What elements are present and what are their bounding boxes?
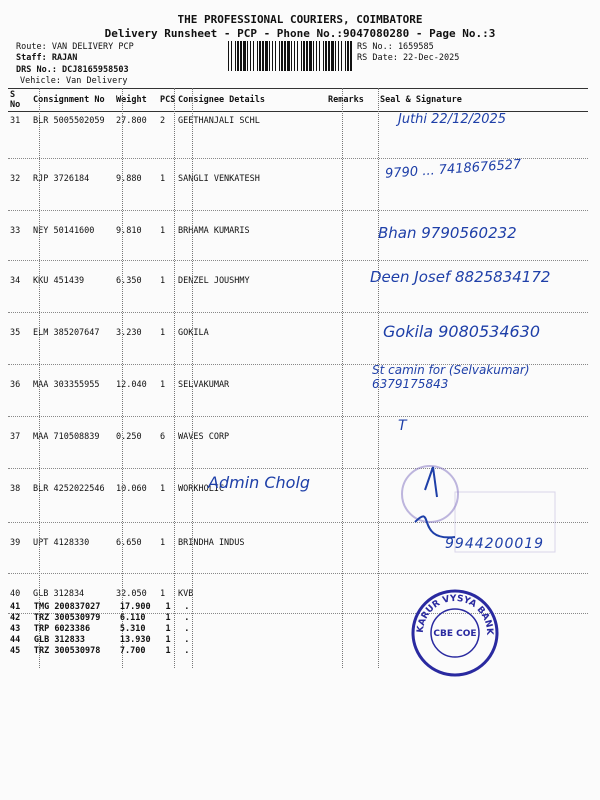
table-row [8,170,588,222]
cell-weight: 12.040 [116,379,147,390]
table-header-row [8,89,588,112]
cell-weight: 3.230 [116,327,142,338]
cell-pcs: 1 [160,588,166,599]
cell-remarks [326,112,360,170]
cell-remarks [326,480,360,534]
barcode-image [228,41,353,71]
signature-31: Juthi 22/12/2025 [398,112,507,127]
remark-38: Admin Cholg [208,473,311,492]
cell-pcs: 1 [165,601,171,612]
signature-36: St camin for (Selvakumar) 6379175843 [372,363,530,391]
col-pcs: PCS [158,89,176,112]
rs-number: RS No.: 1659585 [357,42,434,52]
runsheet-small-rows [8,601,203,656]
cell-weight: 10.060 [116,483,147,494]
cell-pcs: 1 [160,483,166,494]
cell-sno: 42 [10,612,21,623]
cell-consignee: GOKILA [178,327,209,338]
cell-remarks [326,585,360,625]
vehicle-text: Vehicle: Van Delivery [20,76,128,86]
bank-stamp-image [410,588,500,678]
signature-32: 9790 ... 7418676527 [384,157,522,182]
cell-consignment: KKU 451439 [33,275,85,286]
table-row [8,623,203,634]
cell-consignment: BLR 4252022546 [33,483,105,494]
cell-name: . [184,645,190,656]
cell-remarks [326,428,360,480]
cell-pcs: 6 [160,431,166,442]
row-divider [8,312,588,313]
staff-text: Staff: RAJAN [16,53,78,63]
cell-consignee: SELVAKUMAR [178,379,230,390]
runsheet-subtitle: Delivery Runsheet - PCP - Phone No.:9047080280 - Page No.:3 [104,27,496,40]
cell-sno: 37 [10,431,21,442]
cell-pcs: 2 [160,116,166,126]
table-row [8,645,203,656]
cell-consignee: WAVES CORP [178,431,230,442]
cell-wt: 7.700 [119,645,146,656]
signature-33: Bhan 9790560232 [378,224,517,242]
cell-consignment: BLR 5005502059 [33,116,105,126]
route-text: Route: VAN DELIVERY PCP [16,42,134,52]
cell-consignee: BRHAMA KUMARIS [178,225,250,236]
signature-34: Deen Josef 8825834172 [370,268,551,286]
column-divider [122,88,123,668]
row-divider [8,260,588,261]
cell-cons: TMG 200837027 [33,601,101,612]
col-sno: S No [8,89,31,112]
cell-consignee: WORKHOLIC [178,483,225,494]
cell-remarks [326,222,360,272]
col-signature: Seal & Signature [360,89,588,112]
cell-remarks [326,324,360,376]
cell-pcs: 1 [160,225,166,236]
cell-pcs: 1 [165,623,171,634]
cell-sno: 39 [10,537,21,548]
cell-consignment: MAA 303355955 [33,379,100,390]
cell-remarks [326,376,360,428]
table-row [8,601,203,612]
cell-cons: TRZ 300530979 [33,612,101,623]
cell-consignee: GEETHANJALI SCHL [178,116,260,126]
cell-wt: 13.930 [119,634,151,645]
column-divider [192,88,193,668]
signature-37: T [398,418,407,434]
cell-consignee: SANGLI VENKATESH [178,173,260,184]
cell-remarks [326,170,360,222]
cell-sno: 34 [10,275,21,286]
col-consignee: Consignee Details [176,89,326,112]
table-row [8,634,203,645]
column-divider [174,88,175,668]
col-remarks: Remarks [326,89,360,112]
cell-consignment: UPT 4128330 [33,537,90,548]
rs-date: RS Date: 22-Dec-2025 [357,53,460,63]
cell-sno: 45 [10,645,21,656]
cell-sno: 32 [10,173,21,184]
cell-pcs: 1 [160,275,166,286]
cell-pcs: 1 [165,634,171,645]
cell-pcs: 1 [160,379,166,390]
cell-cons: TRZ 300530978 [33,645,101,656]
row-divider [8,416,588,417]
row-divider [8,210,588,211]
cell-weight: 6.650 [116,537,142,548]
cell-pcs: 1 [160,327,166,338]
cell-sno: 31 [10,116,21,126]
cell-consignee: DENZEL JOUSHMY [178,275,250,286]
signature-35: Gokila 9080534630 [383,322,541,341]
cell-sno: 36 [10,379,21,390]
cell-sno: 35 [10,327,21,338]
column-divider [39,88,40,668]
cell-consignment: NEY 50141600 [33,225,95,236]
cell-weight: 32.050 [116,588,147,599]
cell-wt: 6.110 [119,612,146,623]
cell-cons: TRP 6023386 [33,623,91,634]
cell-sno: 38 [10,483,21,494]
cell-sno: 40 [10,588,21,599]
cell-wt: 17.900 [119,601,151,612]
cell-consignment: RJP 3726184 [33,173,90,184]
company-title: THE PROFESSIONAL COURIERS, COIMBATORE [177,13,423,26]
cell-sno: 43 [10,623,21,634]
cell-remarks [326,534,360,585]
table-row [8,612,203,623]
svg-text:KARUR VYSYA BANK: KARUR VYSYA BANK [415,593,495,636]
cell-name: . [184,601,190,612]
signature-39: 9944200019 [445,536,545,552]
faded-stamp-image [395,462,565,562]
cell-cons: GLB 312833 [33,634,86,645]
cell-weight: 6.350 [116,275,142,286]
svg-text:CBE COE: CBE COE [433,629,477,639]
cell-name: . [184,634,190,645]
cell-name: . [184,612,190,623]
cell-consignment: MAA 710508839 [33,431,100,442]
col-consignment: Consignment No [31,89,114,112]
cell-pcs: 1 [160,537,166,548]
cell-weight: 9.880 [116,173,142,184]
cell-consignment: ELM 385207647 [33,327,100,338]
cell-pcs: 1 [160,173,166,184]
col-weight: Weight [114,89,158,112]
cell-sno: 41 [10,601,21,612]
cell-pcs: 1 [165,645,171,656]
cell-consignee: BRINDHA INDUS [178,537,245,548]
column-divider [342,88,343,668]
row-divider [8,573,588,574]
cell-consignment: GLB 312834 [33,588,85,599]
cell-pcs: 1 [165,612,171,623]
cell-consignee: KVB [178,588,194,599]
cell-wt: 5.310 [119,623,146,634]
drs-number: DRS No.: DCJ8165958503 [16,65,129,75]
cell-remarks [326,272,360,324]
cell-name: . [184,623,190,634]
cell-sno: 33 [10,225,21,236]
cell-weight: 27.800 [116,116,147,126]
cell-weight: 0.250 [116,431,142,442]
cell-sno: 44 [10,634,21,645]
cell-weight: 9.810 [116,225,142,236]
